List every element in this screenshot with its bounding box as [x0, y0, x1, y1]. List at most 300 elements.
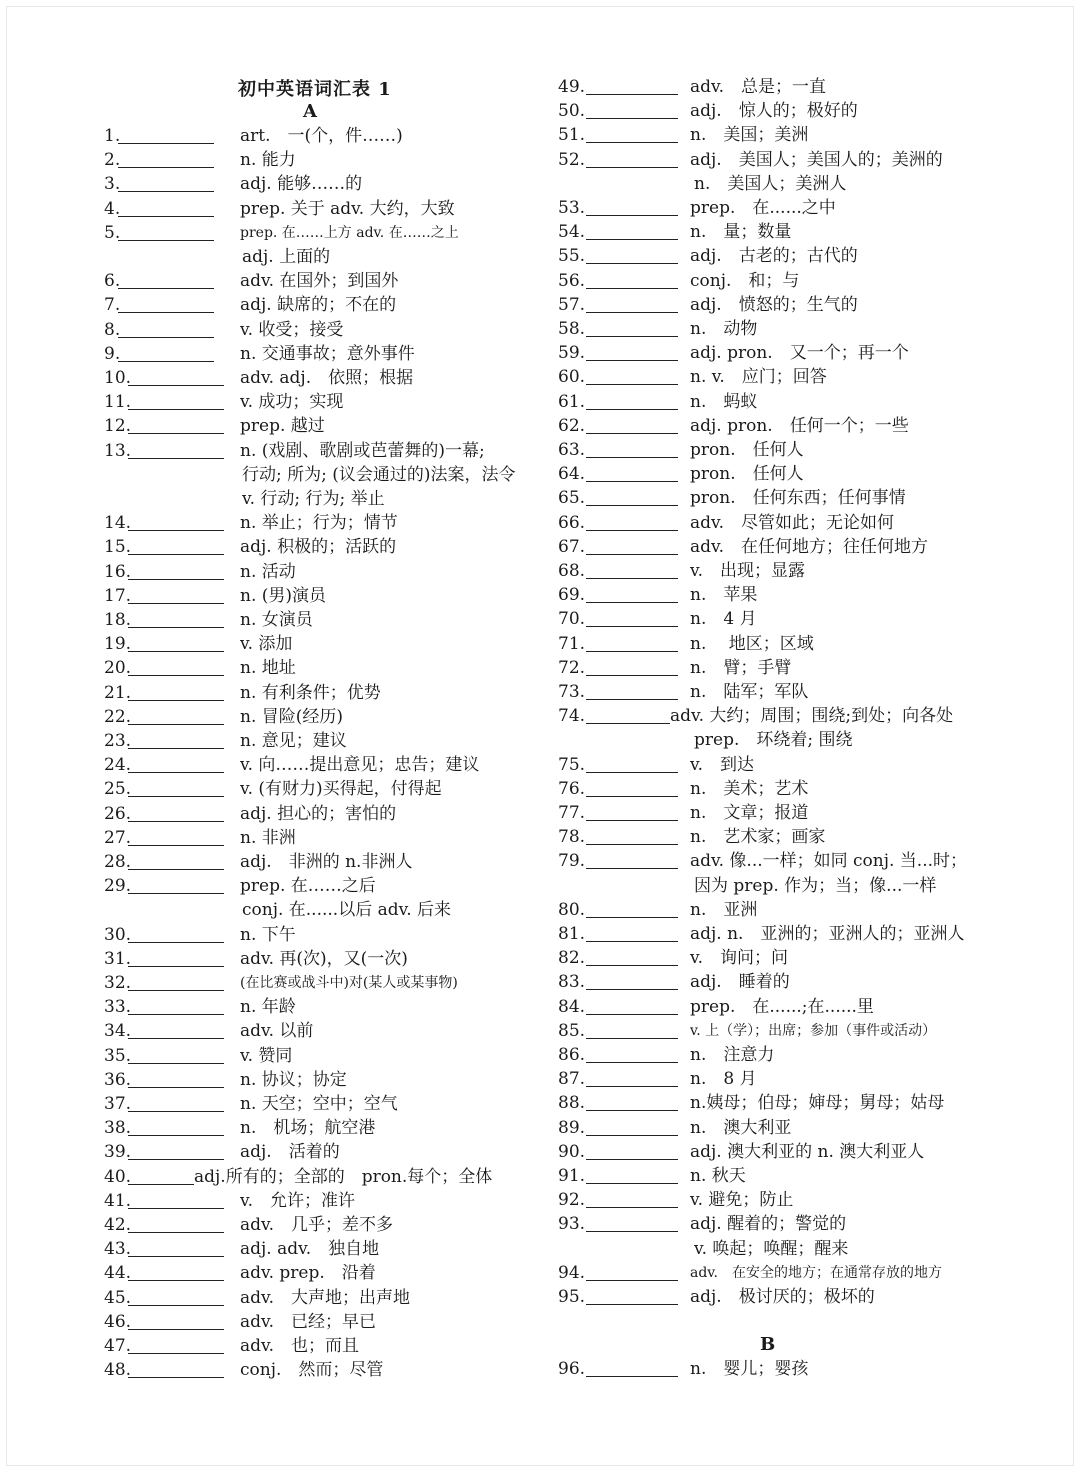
entry-definition: n. 苹果: [690, 585, 758, 605]
entry-definition: v. 允许；准许: [240, 1191, 355, 1211]
answer-blank[interactable]: [586, 900, 678, 918]
entry-number: 15.: [104, 537, 132, 557]
answer-blank[interactable]: [586, 997, 678, 1015]
vocab-entry: [104, 1310, 544, 1334]
vocab-entry: [558, 1212, 1028, 1236]
answer-blank[interactable]: [586, 488, 678, 506]
entry-definition: pron. 任何人: [690, 440, 804, 460]
entry-definition: adj. 活着的: [240, 1142, 340, 1162]
entry-number: 35.: [104, 1046, 132, 1066]
answer-blank[interactable]: [128, 1360, 224, 1378]
entry-definition: prep. 在……之后: [240, 876, 376, 896]
entry-number: 78.: [558, 827, 586, 847]
answer-blank[interactable]: [128, 416, 224, 434]
answer-blank[interactable]: [128, 731, 224, 749]
entry-number: 85.: [558, 1021, 586, 1041]
entry-number: 24.: [104, 755, 132, 775]
entry-definition-continued: n. 美国人；美洲人: [694, 174, 847, 194]
vocab-entry: [104, 1092, 544, 1116]
entry-number: 75.: [558, 755, 586, 775]
answer-blank[interactable]: [586, 585, 678, 603]
entry-definition: adv. 在任何地方；往任何地方: [690, 537, 929, 557]
answer-blank[interactable]: [586, 682, 678, 700]
entry-definition-continued: prep. 环绕着; 围绕: [694, 730, 853, 750]
answer-blank[interactable]: [586, 1118, 678, 1136]
answer-blank[interactable]: [586, 537, 678, 555]
answer-blank[interactable]: [586, 1021, 678, 1039]
entry-definition: adj. 醒着的；警觉的: [690, 1214, 847, 1234]
entry-number: 18.: [104, 610, 132, 630]
answer-blank[interactable]: [586, 972, 678, 990]
entry-number: 61.: [558, 392, 586, 412]
answer-blank[interactable]: [586, 150, 678, 168]
answer-blank[interactable]: [586, 634, 678, 652]
entry-definition: v. 出现；显露: [690, 561, 805, 581]
answer-blank[interactable]: [128, 973, 224, 991]
entry-number: 72.: [558, 658, 586, 678]
answer-blank[interactable]: [586, 246, 678, 264]
answer-blank[interactable]: [586, 295, 678, 313]
vocab-entry: [104, 1044, 544, 1068]
entry-definition: n. 动物: [690, 319, 758, 339]
vocab-entry: [104, 874, 544, 898]
entry-number: 16.: [104, 562, 132, 582]
vocab-entry: [558, 244, 1028, 268]
entry-definition: n. 4 月: [690, 609, 757, 629]
answer-blank[interactable]: [128, 1070, 224, 1088]
entry-number: 63.: [558, 440, 586, 460]
answer-blank[interactable]: [128, 1094, 224, 1112]
entry-definition: n. 艺术家；画家: [690, 827, 826, 847]
answer-blank[interactable]: [128, 634, 224, 652]
vocab-entry: [558, 849, 1028, 873]
answer-blank[interactable]: [586, 803, 678, 821]
answer-blank[interactable]: [128, 1191, 224, 1209]
entry-definition: adv. 大约；周围；围绕;到处；向各处: [670, 706, 954, 726]
entry-definition: v. (有财力)买得起，付得起: [240, 779, 442, 799]
entry-number: 84.: [558, 997, 586, 1017]
entry-definition: v. 成功；实现: [240, 392, 344, 412]
entry-number: 73.: [558, 682, 586, 702]
vocab-entry: [104, 535, 544, 559]
entry-definition: adv. 在国外；到国外: [240, 271, 399, 291]
vocab-entry: [104, 293, 544, 317]
entry-definition: adj. 惊人的；极好的: [690, 101, 858, 121]
answer-blank[interactable]: [128, 1263, 224, 1281]
answer-blank[interactable]: [586, 271, 678, 289]
answer-blank[interactable]: [118, 320, 214, 338]
entry-definition: adv. 尽管如此；无论如何: [690, 513, 895, 533]
vocab-entry: [558, 196, 1028, 220]
answer-blank[interactable]: [128, 392, 224, 410]
entry-number: 41.: [104, 1191, 132, 1211]
vocab-entry: [558, 753, 1028, 777]
entry-number: 87.: [558, 1069, 586, 1089]
entry-definition: n. 地区；区域: [690, 634, 814, 654]
vocab-entry: [558, 317, 1028, 341]
answer-blank[interactable]: [586, 343, 678, 361]
entry-definition: adj. 古老的；古代的: [690, 246, 858, 266]
answer-blank[interactable]: [118, 174, 214, 192]
vocab-entry: [104, 705, 544, 729]
answer-blank[interactable]: [128, 1288, 224, 1306]
vocab-entry: [558, 680, 1028, 704]
answer-blank[interactable]: [586, 706, 670, 724]
entry-number: 36.: [104, 1070, 132, 1090]
entry-number: 46.: [104, 1312, 132, 1332]
entry-number: 40.: [104, 1167, 132, 1187]
entry-number: 27.: [104, 828, 132, 848]
vocab-entry: [558, 801, 1028, 825]
answer-blank[interactable]: [586, 609, 678, 627]
vocab-entry: [558, 511, 1028, 535]
entry-definition: adj. 愤怒的；生气的: [690, 295, 858, 315]
entry-number: 21.: [104, 683, 132, 703]
entry-definition: v. 收受；接受: [240, 320, 344, 340]
entry-number: 50.: [558, 101, 586, 121]
entry-number: 4.: [104, 199, 121, 219]
vocab-entry: [558, 922, 1028, 946]
entry-number: 52.: [558, 150, 586, 170]
entry-number: 65.: [558, 488, 586, 508]
entry-definition: v. 向……提出意见；忠告；建议: [240, 755, 480, 775]
entry-definition: n. v. 应门；回答: [690, 367, 827, 387]
entry-number: 33.: [104, 997, 132, 1017]
vocab-entry: [558, 148, 1028, 172]
entry-number: 12.: [104, 416, 132, 436]
answer-blank[interactable]: [128, 441, 224, 459]
entry-number: 53.: [558, 198, 586, 218]
entry-definition: n. (男)演员: [240, 586, 327, 606]
vocab-entry: [558, 1164, 1028, 1188]
vocab-entry: [558, 486, 1028, 510]
answer-blank[interactable]: [128, 1215, 224, 1233]
answer-blank[interactable]: [586, 1263, 678, 1281]
answer-blank[interactable]: [586, 1069, 678, 1087]
answer-blank[interactable]: [586, 513, 678, 531]
answer-blank[interactable]: [586, 827, 678, 845]
entry-definition: n. 婴儿；婴孩: [690, 1359, 809, 1379]
entry-number: 81.: [558, 924, 586, 944]
entry-number: 83.: [558, 972, 586, 992]
vocab-entry: [558, 825, 1028, 849]
entry-definition: adv. 大声地；出声地: [240, 1288, 411, 1308]
entry-number: 68.: [558, 561, 586, 581]
vocab-entry: [558, 704, 1028, 728]
entry-definition: v. 到达: [690, 755, 754, 775]
entry-definition: pron. 任何人: [690, 464, 804, 484]
answer-blank[interactable]: [128, 610, 224, 628]
answer-blank[interactable]: [586, 319, 678, 337]
answer-blank[interactable]: [128, 1142, 224, 1160]
vocab-entry: [104, 777, 544, 801]
answer-blank[interactable]: [586, 948, 678, 966]
answer-blank[interactable]: [586, 1359, 678, 1377]
entry-number: 39.: [104, 1142, 132, 1162]
vocab-entry: [104, 1334, 544, 1358]
answer-blank[interactable]: [118, 223, 214, 241]
answer-blank[interactable]: [586, 392, 678, 410]
vocab-entry: [558, 970, 1028, 994]
vocab-entry: [558, 1357, 1028, 1381]
answer-blank[interactable]: [586, 779, 678, 797]
vocab-entry: [558, 946, 1028, 970]
answer-blank[interactable]: [586, 561, 678, 579]
entry-number: 89.: [558, 1118, 586, 1138]
answer-blank[interactable]: [586, 1045, 678, 1063]
entry-definition: n. 8 月: [690, 1069, 757, 1089]
answer-blank[interactable]: [128, 852, 224, 870]
answer-blank[interactable]: [586, 1093, 678, 1111]
entry-number: 79.: [558, 851, 586, 871]
answer-blank[interactable]: [128, 368, 224, 386]
entry-number: 60.: [558, 367, 586, 387]
entry-definition: v. 避免；防止: [690, 1190, 794, 1210]
entry-definition: adj. 担心的；害怕的: [240, 804, 397, 824]
answer-blank[interactable]: [586, 416, 678, 434]
entry-definition: n. 有利条件；优势: [240, 683, 381, 703]
entry-number: 8.: [104, 320, 121, 340]
vocab-entry: [104, 390, 544, 414]
answer-blank[interactable]: [586, 1287, 678, 1305]
vocab-entry: [104, 414, 544, 438]
entry-number: 22.: [104, 707, 132, 727]
answer-blank[interactable]: [128, 1239, 224, 1257]
vocab-entry: [558, 559, 1028, 583]
vocab-entry: [104, 826, 544, 850]
vocab-entry: [558, 293, 1028, 317]
vocab-entry: [558, 1188, 1028, 1212]
vocab-entry: [104, 947, 544, 971]
vocab-entry: [104, 172, 544, 196]
entry-definition: adv. prep. 沿着: [240, 1263, 376, 1283]
entry-number: 48.: [104, 1360, 132, 1380]
entry-definition: n. 年龄: [240, 997, 296, 1017]
answer-blank[interactable]: [586, 1190, 678, 1208]
answer-blank[interactable]: [586, 924, 678, 942]
entry-definition: adv. 在安全的地方；在通常存放的地方: [690, 1265, 943, 1281]
entry-definition: n. 能力: [240, 150, 296, 170]
vocab-entry: [558, 1261, 1028, 1285]
entry-number: 82.: [558, 948, 586, 968]
vocab-entry: [558, 341, 1028, 365]
entry-number: 32.: [104, 973, 132, 993]
entry-definition: adv. 已经；早已: [240, 1312, 377, 1332]
entry-definition: adv. 以前: [240, 1021, 314, 1041]
answer-blank[interactable]: [586, 222, 678, 240]
entry-number: 90.: [558, 1142, 586, 1162]
answer-blank[interactable]: [128, 1167, 194, 1185]
answer-blank[interactable]: [128, 925, 224, 943]
vocab-entry: [104, 1165, 544, 1189]
vocab-entry: [104, 1286, 544, 1310]
answer-blank[interactable]: [128, 513, 224, 531]
answer-blank[interactable]: [128, 828, 224, 846]
vocab-entry: [104, 1019, 544, 1043]
vocab-entry: [558, 632, 1028, 656]
answer-blank[interactable]: [586, 851, 678, 869]
entry-number: 38.: [104, 1118, 132, 1138]
vocab-entry: [104, 1068, 544, 1092]
entry-definition: conj. 和；与: [690, 271, 800, 291]
entry-definition: adv. 像...一样；如同 conj. 当...时；: [690, 851, 968, 871]
entry-definition: art. 一(个，件……): [240, 126, 403, 146]
answer-blank[interactable]: [586, 1142, 678, 1160]
vocab-entry: [104, 584, 544, 608]
answer-blank[interactable]: [586, 1214, 678, 1232]
answer-blank[interactable]: [128, 537, 224, 555]
entry-number: 26.: [104, 804, 132, 824]
entry-definition: pron. 任何东西；任何事情: [690, 488, 906, 508]
entry-number: 51.: [558, 125, 586, 145]
vocab-entry: [104, 148, 544, 172]
entry-number: 6.: [104, 271, 121, 291]
entry-definition: adj. 积极的；活跃的: [240, 537, 397, 557]
entry-definition: n. 注意力: [690, 1045, 775, 1065]
entry-definition: adj. 缺席的；不在的: [240, 295, 397, 315]
answer-blank[interactable]: [586, 755, 678, 773]
vocab-entry: [558, 1067, 1028, 1091]
vocab-entry: [104, 923, 544, 947]
entry-number: 56.: [558, 271, 586, 291]
vocab-entry: [558, 1043, 1028, 1067]
answer-blank[interactable]: [586, 440, 678, 458]
entry-number: 23.: [104, 731, 132, 751]
entry-number: 86.: [558, 1045, 586, 1065]
entry-number: 47.: [104, 1336, 132, 1356]
answer-blank[interactable]: [118, 150, 214, 168]
entry-definition: prep. 越过: [240, 416, 325, 436]
entry-definition: prep. 在......;在......里: [690, 997, 874, 1017]
answer-blank[interactable]: [128, 779, 224, 797]
section-heading-a: A: [303, 101, 317, 122]
entry-definition: n. 美术；艺术: [690, 779, 809, 799]
vocab-entry: [104, 439, 544, 463]
entry-number: 37.: [104, 1094, 132, 1114]
entry-number: 19.: [104, 634, 132, 654]
entry-definition: adv. 总是；一直: [690, 77, 827, 97]
answer-blank[interactable]: [128, 586, 224, 604]
answer-blank[interactable]: [128, 1312, 224, 1330]
vocab-entry: [558, 607, 1028, 631]
answer-blank[interactable]: [118, 271, 214, 289]
entry-definition: n. 机场；航空港: [240, 1118, 376, 1138]
vocab-entry: [104, 1237, 544, 1261]
page-title: 初中英语词汇表 1: [238, 79, 392, 100]
answer-blank[interactable]: [128, 997, 224, 1015]
entry-definition: adj. 能够……的: [240, 174, 363, 194]
vocab-entry: [558, 535, 1028, 559]
answer-blank[interactable]: [118, 199, 214, 217]
answer-blank[interactable]: [128, 683, 224, 701]
entry-definition-continued: v. 唤起；唤醒；醒来: [694, 1239, 849, 1259]
entry-definition: prep. 关于 adv. 大约，大致: [240, 199, 455, 219]
entry-definition: adj. 非洲的 n.非洲人: [240, 852, 413, 872]
answer-blank[interactable]: [128, 876, 224, 894]
entry-number: 94.: [558, 1263, 586, 1283]
entry-number: 9.: [104, 344, 121, 364]
entry-definition: adj. n. 亚洲的；亚洲人的；亚洲人: [690, 924, 965, 944]
entry-number: 54.: [558, 222, 586, 242]
answer-blank[interactable]: [118, 295, 214, 313]
entry-definition: n. 天空；空中；空气: [240, 1094, 398, 1114]
vocab-entry: [104, 1358, 544, 1382]
vocab-entry: [558, 1091, 1028, 1115]
entry-definition: n. 地址: [240, 658, 296, 678]
answer-blank[interactable]: [128, 1336, 224, 1354]
vocab-entry: [104, 608, 544, 632]
answer-blank[interactable]: [128, 658, 224, 676]
vocab-entry: [104, 850, 544, 874]
answer-blank[interactable]: [128, 1046, 224, 1064]
answer-blank[interactable]: [586, 1166, 678, 1184]
entry-definition: adj. pron. 任何一个；一些: [690, 416, 909, 436]
entry-definition: n. 秋天: [690, 1166, 746, 1186]
entry-definition: n. 女演员: [240, 610, 313, 630]
answer-blank[interactable]: [128, 1118, 224, 1136]
answer-blank[interactable]: [586, 125, 678, 143]
entry-definition: n. 量；数量: [690, 222, 792, 242]
answer-blank[interactable]: [128, 804, 224, 822]
vocab-entry: [104, 802, 544, 826]
answer-blank[interactable]: [586, 367, 678, 385]
vocab-entry: [104, 1140, 544, 1164]
entry-definition: v. 赞同: [240, 1046, 293, 1066]
answer-blank[interactable]: [118, 344, 214, 362]
entry-definition: adj. adv. 独自地: [240, 1239, 380, 1259]
vocab-entry: [104, 197, 544, 221]
entry-definition: adj. 极讨厌的；极坏的: [690, 1287, 875, 1307]
entry-definition: adv. 也；而且: [240, 1336, 360, 1356]
answer-blank[interactable]: [586, 464, 678, 482]
vocab-entry: [104, 681, 544, 705]
answer-blank[interactable]: [586, 198, 678, 216]
entry-definition: adv. adj. 依照；根据: [240, 368, 414, 388]
vocab-entry: [558, 220, 1028, 244]
vocab-entry: [104, 656, 544, 680]
answer-blank[interactable]: [118, 126, 214, 144]
answer-blank[interactable]: [586, 77, 678, 95]
vocab-entry: [104, 632, 544, 656]
answer-blank[interactable]: [586, 101, 678, 119]
entry-number: 44.: [104, 1263, 132, 1283]
vocab-entry: [558, 365, 1028, 389]
entry-number: 59.: [558, 343, 586, 363]
answer-blank[interactable]: [128, 949, 224, 967]
entry-number: 64.: [558, 464, 586, 484]
entry-number: 93.: [558, 1214, 586, 1234]
answer-blank[interactable]: [586, 658, 678, 676]
entry-number: 13.: [104, 441, 132, 461]
entry-definition: n. 交通事故；意外事件: [240, 344, 415, 364]
vocab-entry: [558, 75, 1028, 99]
answer-blank[interactable]: [128, 1021, 224, 1039]
entry-definition: n. 文章；报道: [690, 803, 809, 823]
entry-definition-continued: conj. 在......以后 adv. 后来: [242, 900, 452, 920]
entry-number: 91.: [558, 1166, 586, 1186]
entry-definition: adj. 美国人；美国人的；美洲的: [690, 150, 943, 170]
entry-definition: adj. 澳大利亚的 n. 澳大利亚人: [690, 1142, 925, 1162]
entry-number: 96.: [558, 1359, 586, 1379]
entry-definition: n. 澳大利亚: [690, 1118, 792, 1138]
answer-blank[interactable]: [128, 755, 224, 773]
answer-blank[interactable]: [128, 707, 224, 725]
entry-number: 76.: [558, 779, 586, 799]
vocab-entry: [558, 414, 1028, 438]
vocab-entry: [558, 1140, 1028, 1164]
answer-blank[interactable]: [128, 562, 224, 580]
entry-number: 45.: [104, 1288, 132, 1308]
